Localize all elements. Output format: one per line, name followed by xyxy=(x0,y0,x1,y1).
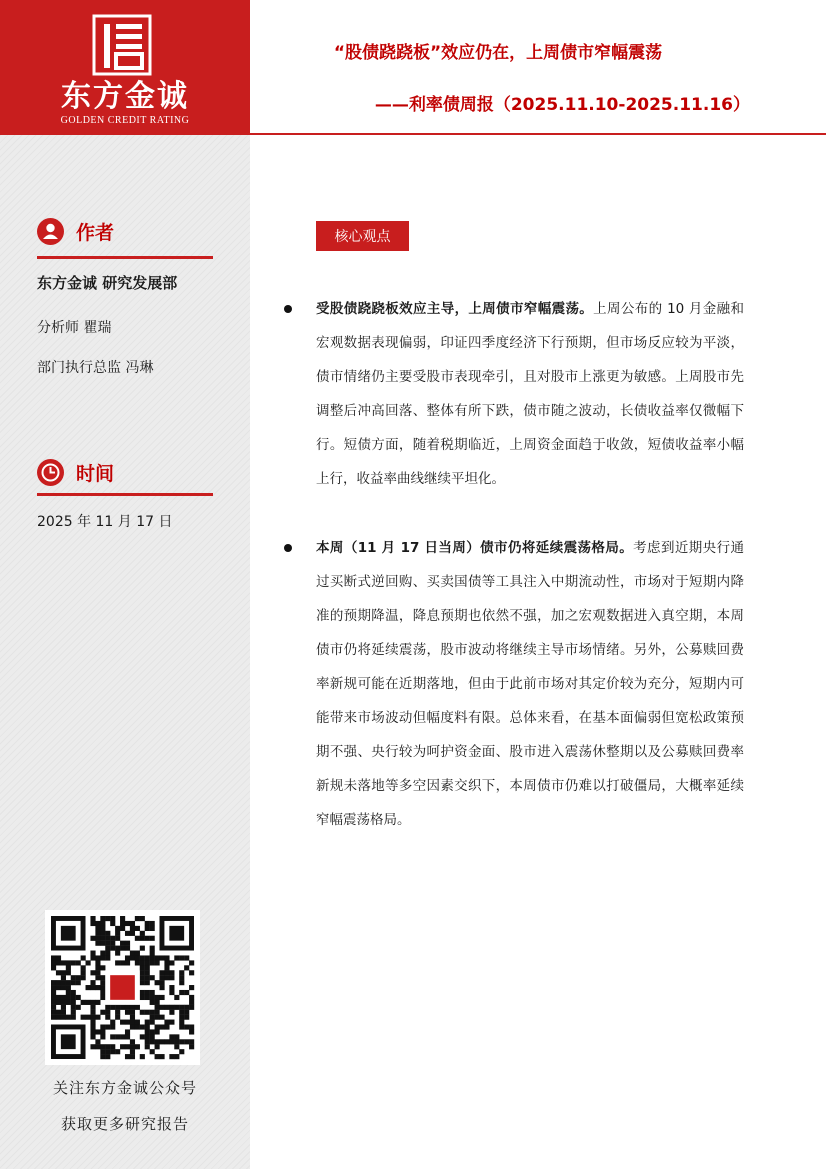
key-point-2-body: 考虑到近期央行通过买断式逆回购、买卖国债等工具注入中期流动性，市场对于短期内降准的预期降温，降息预期也依然不强，加之宏观数据进入真空期，本周债市仍将延续震荡，股市波动将继续主导市场情绪。另外，公募赎回费率新规可能在近期落地，但由于此前市场对其定价较为充分，短期内可能带来市场波动但幅度料有限。总体来看，在基本面偏弱但宽松政策预期不强、央行较为呵护资金面、股市进入震荡休整期以及公募赎回费率新规未落地等多空因素交织下，本周债市仍难以打破僵局，大概率延续窄幅震荡格局。 xyxy=(316,540,744,828)
author-heading xyxy=(37,218,114,245)
logo-english-name: GOLDEN CREDIT RATING xyxy=(60,115,190,126)
key-point-2-lead: 本周（11 月 17 日当周）债市仍将延续震荡格局。 xyxy=(316,540,634,556)
qr-center-logo-icon xyxy=(110,975,135,1000)
brand-logo-block xyxy=(0,0,250,135)
director-name: 部门执行总监 冯琳 xyxy=(37,360,154,376)
author-org: 东方金诚 研究发展部 xyxy=(37,274,178,292)
time-divider xyxy=(37,493,213,496)
person-icon xyxy=(37,218,64,245)
time-heading xyxy=(37,459,114,486)
author-divider xyxy=(37,256,213,259)
credit-logo-icon xyxy=(92,14,152,76)
logo-chinese-name: 东方金诚 xyxy=(61,79,189,114)
key-points-tag: 核心观点 xyxy=(316,221,409,251)
key-point-1-lead: 受股债跷跷板效应主导，上周债市窄幅震荡。 xyxy=(316,301,594,317)
key-point-1 xyxy=(316,292,744,496)
author-heading-label: 作者 xyxy=(76,222,115,244)
bullet-dot xyxy=(284,544,292,552)
clock-icon xyxy=(37,459,64,486)
qr-caption-reports: 获取更多研究报告 xyxy=(60,1115,189,1133)
header-divider xyxy=(250,133,826,135)
report-title: “股债跷跷板”效应仍在，上周债市窄幅震荡 xyxy=(333,43,663,63)
qr-caption-follow: 关注东方金诚公众号 xyxy=(52,1079,197,1097)
bullet-dot xyxy=(284,305,292,313)
time-heading-label: 时间 xyxy=(76,463,115,485)
report-date: 2025 年 11 月 17 日 xyxy=(37,514,173,530)
qr-code[interactable] xyxy=(45,910,200,1065)
report-subtitle: ——利率债周报（2025.11.10-2025.11.16） xyxy=(374,95,750,115)
key-point-1-body: 上周公布的 10 月金融和宏观数据表现偏弱，印证四季度经济下行预期，但市场反应较为平淡，债市情绪仍主要受股市表现牵引，且对股市上涨更为敏感。上周股市先调整后冲高回落、整体有所下跌，债市随之波动，长债收益率仅微幅下行。短债方面，随着税期临近，上周资金面趋于收敛，短债收益率小幅上行，收益率曲线继续平坦化。 xyxy=(316,301,744,487)
analyst-name: 分析师 瞿瑞 xyxy=(37,320,112,336)
key-point-2 xyxy=(316,531,744,837)
